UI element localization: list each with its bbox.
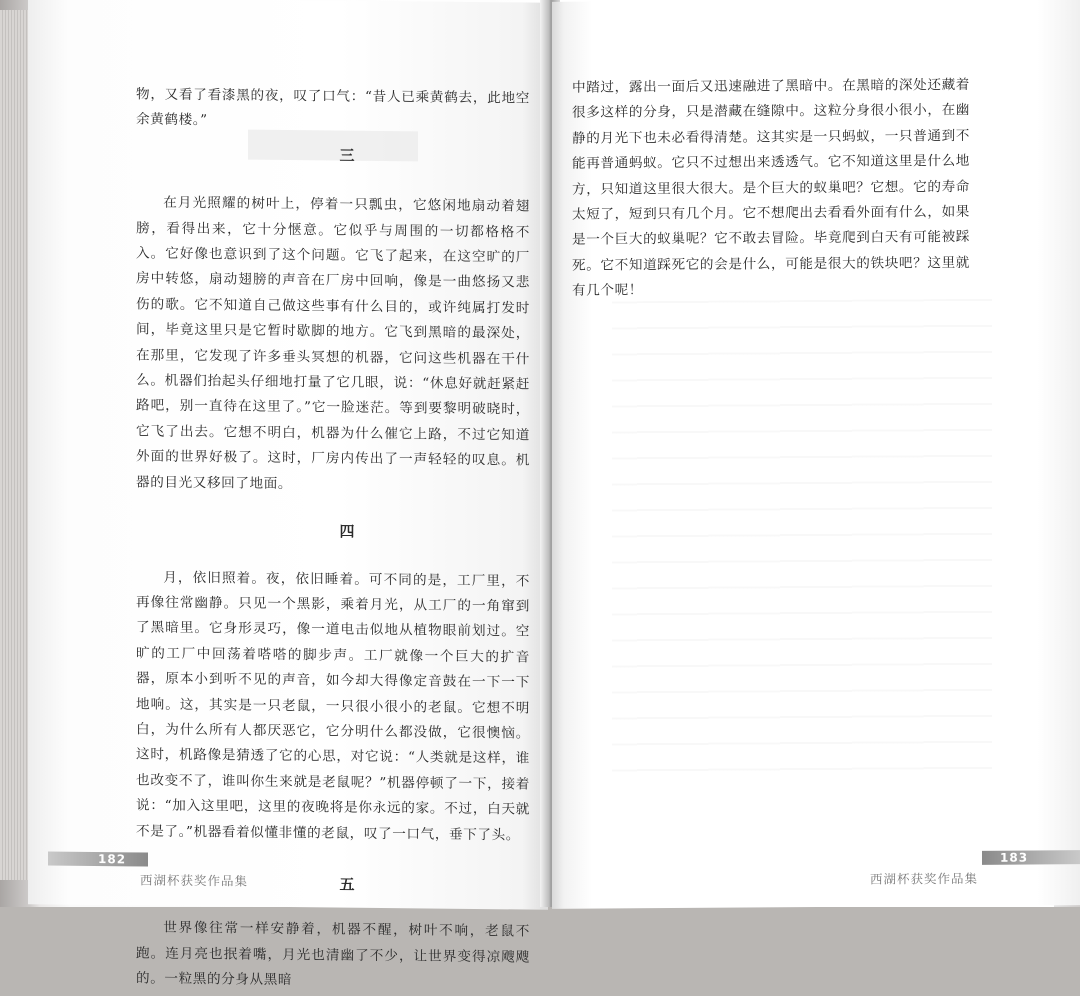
section-heading-4: 四 [339, 522, 357, 541]
opening-lines: 物，又看了看漆黑的夜，叹了口气：“昔人已乘黄鹤去，此地空余黄鹤楼。” [136, 86, 530, 129]
section-heading-3: 三 [339, 146, 357, 165]
section-3-paragraph: 在月光照耀的树叶上，停着一只瓢虫，它悠闲地扇动着翅膀，看得出来，它十分惬意。它似乎与周围的一切都格格不入。它好像也意识到了这个问题。它飞了起来，在这空旷的厂房中转悠，扇动翅膀的声音在厂房中回响，像是一曲悠扬又悲伤的歌。它不知道自己做这些事有什么目的，或许纯属打发时间，毕竟这里只是它暂时歇脚的地方。它飞到黑暗的最深处，在那里，它发现了许多垂头冥想的机器，它问这些机器在干什么。机器们抬起头仔细地打量了它几眼，说：“休息好就赶紧赶路吧，别一直待在这里了。”它一脸迷茫。等到要黎明破晓时，它飞了出去。它想不明白，机器为什么催它上路，不过它知道外面的世界好极了。这时，厂房内传出了一声轻轻的叹息。机器的目光又移回了地面。 [136, 194, 530, 492]
right-page [552, 0, 1080, 909]
continued-paragraph: 中踏过，露出一面后又迅速融进了黑暗中。在黑暗的深处还藏着很多这样的分身，只是潜藏在缝隙中。这粒分身很小很小，在幽静的月光下也未必看得清楚。这其实是一只蚂蚁，一只普通到不能再普通蚂蚁。它只不过想出来透透气。它不知道这里是什么地方，只知道这里很大很大。是个巨大的蚁巢吧？它想。它的寿命太短了，短到只有几个月。它不想爬出去看看外面有什么，如果是一个巨大的蚁巢呢？它不敢去冒险。毕竟爬到白天有可能被踩死。它不知道踩死它的会是什么，可能是很大的铁块吧？这里就有几个呢！ [572, 76, 970, 299]
right-page-body [572, 73, 970, 304]
left-page-body [136, 82, 530, 996]
show-through-text [612, 299, 992, 782]
footer-bar-right [982, 850, 1080, 865]
section-heading-5: 五 [339, 875, 357, 894]
running-footer-left: 西湖杯获奖作品集 [140, 872, 249, 889]
section-5-paragraph: 世界像往常一样安静着，机器不醒，树叶不响，老鼠不跑。连月亮也抿着嘴，月光也清幽了不少，让世界变得凉飕飕的。一粒黑的分身从黑暗 [136, 920, 530, 989]
page-number-right: 183 [1000, 850, 1029, 865]
section-4-paragraph: 月，依旧照着。夜，依旧睡着。可不同的是，工厂里，不再像往常幽静。只见一个黑影，乘着月光，从工厂的一角窜到了黑暗里。它身形灵巧，像一道电击似地从植物眼前划过。空旷的工厂中回荡着嗒嗒的脚步声。工厂就像一个巨大的扩音器，原本小到听不见的声音，如今却大得像定音鼓在一下一下地响。这，其实是一只老鼠，一只很小很小的老鼠。它想不明白，为什么所有人都厌恶它，它分明什么都没做，它很懊恼。这时，机路像是猜透了它的心思，对它说：“人类就是这样，谁也改变不了，谁叫你生来就是老鼠呢？”机器停顿了一下，接着说：“加入这里吧，这里的夜晚将是你永远的家。不过，白天就不是了。”机器看着似懂非懂的老鼠，叹了一口气，垂下了头。 [136, 569, 530, 843]
left-page [28, 0, 548, 989]
page-number-left: 182 [98, 852, 127, 867]
running-footer-right: 西湖杯获奖作品集 [870, 870, 979, 887]
page-edge-stack-left [0, 10, 30, 880]
